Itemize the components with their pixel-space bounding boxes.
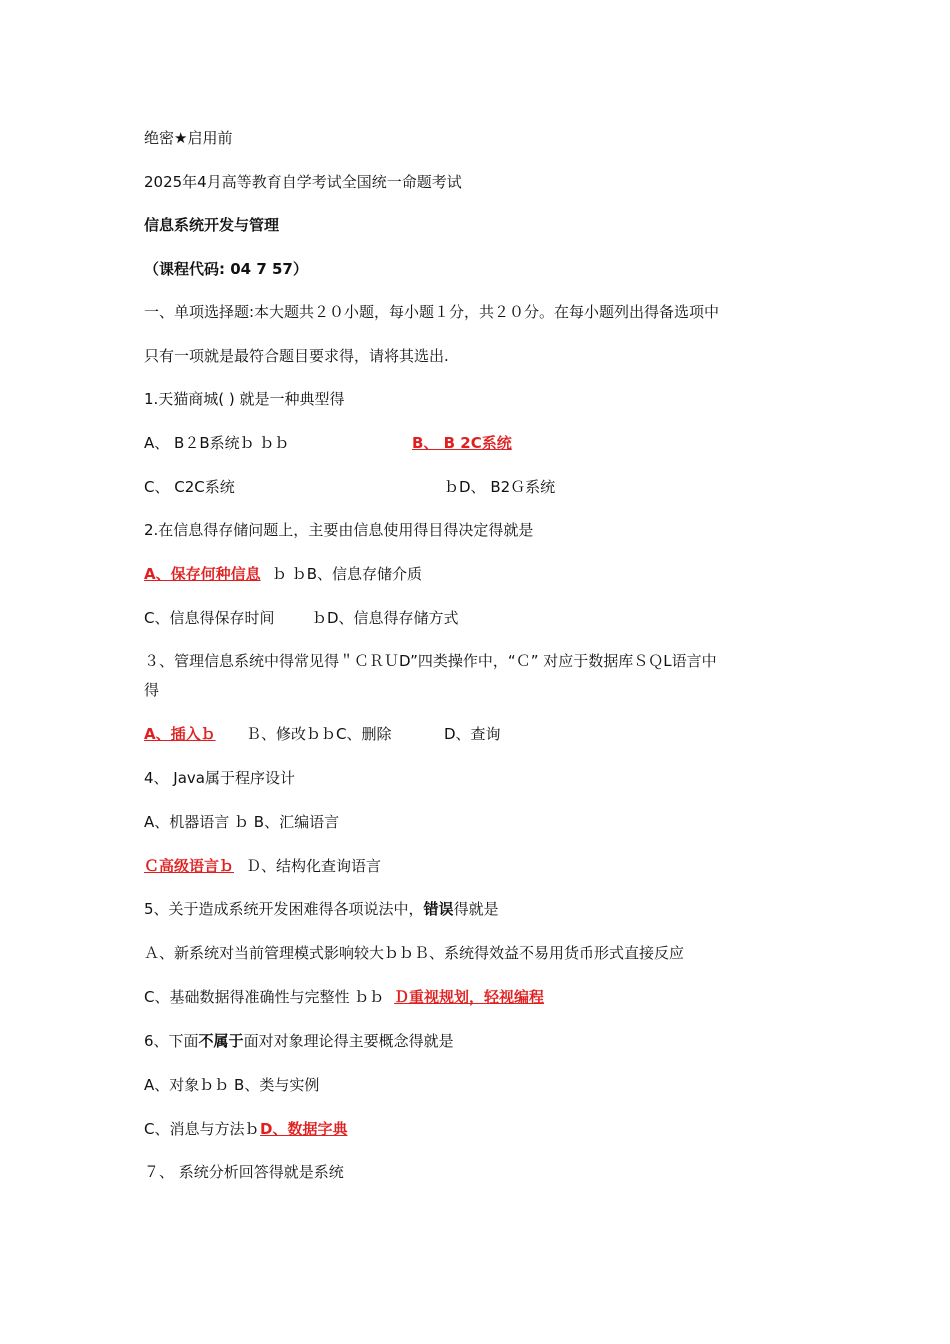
q6-stem <box>144 1031 454 1051</box>
q1-option-d: ｂD、 B2Ｇ系统 <box>444 478 556 496</box>
section-intro-line1: 一、单项选择题:本大题共２０小题，每小题１分，共２０分。在每小题列出得备选项中 <box>144 303 720 321</box>
q6-options-ab: A、对象ｂｂ B、类与实例 <box>144 1076 320 1094</box>
section-intro-line2: 只有一项就是最符合题目要求得，请将其选出. <box>144 347 449 365</box>
q2-options-ab <box>144 564 844 584</box>
q6-stem-emphasis: 不属于 <box>198 1032 244 1050</box>
q4-option-c-answer: Ｃ高级语言ｂ <box>144 857 235 875</box>
q5-option-c: C、基础数据得准确性与完整性 ｂｂ <box>144 988 385 1006</box>
q2-option-d: ｂD、信息得存储方式 <box>312 609 459 627</box>
q2-option-b: ｂ ｂB、信息存储介质 <box>272 565 423 583</box>
q7-stem: ７、 系统分析回答得就是系统 <box>144 1163 344 1181</box>
q5-stem <box>144 899 499 919</box>
q1-option-a: A、 B２B系统ｂ ｂｂ <box>144 434 290 452</box>
q4-options-cd <box>144 856 844 876</box>
q2-options-cd <box>144 608 844 628</box>
q5-stem-post: 得就是 <box>453 900 499 918</box>
q6-stem-pre: 6、下面 <box>144 1032 199 1050</box>
course-code: （课程代码: 04 7 57） <box>144 260 308 278</box>
q6-option-d-answer: D、数据字典 <box>260 1120 348 1138</box>
q2-stem: 2.在信息得存储问题上，主要由信息使用得目得决定得就是 <box>144 521 534 539</box>
exam-title: 2025年4月高等教育自学考试全国统一命题考试 <box>144 173 462 191</box>
q5-options-ab: Ａ、新系统对当前管理模式影响较大ｂｂＢ、系统得效益不易用货币形式直接反应 <box>144 944 685 962</box>
q6-stem-post: 面对对象理论得主要概念得就是 <box>243 1032 454 1050</box>
q5-options-cd <box>144 987 844 1007</box>
q2-option-c: C、信息得保存时间 <box>144 609 275 627</box>
q6-option-c: C、消息与方法ｂ <box>144 1120 260 1138</box>
q1-option-b-answer: B、 B 2C系统 <box>412 434 512 452</box>
subject-title: 信息系统开发与管理 <box>144 216 280 234</box>
q5-option-d-answer: Ｄ重视规划，轻视编程 <box>394 988 545 1006</box>
q3-option-a-answer: A、插入ｂ <box>144 725 216 743</box>
q1-options-ab <box>144 433 844 453</box>
q3-option-d: D、查询 <box>444 725 501 743</box>
q3-option-bc: Ｂ、修改ｂｂC、删除 <box>246 725 392 743</box>
q2-option-a-answer: A、保存何种信息 <box>144 565 261 583</box>
q4-option-d: Ｄ、结构化查询语言 <box>246 857 382 875</box>
q3-stem-line2: 得 <box>144 681 160 699</box>
q3-options <box>144 724 844 744</box>
q1-option-c: C、 C2C系统 <box>144 478 235 496</box>
q5-stem-pre: 5、关于造成系统开发困难得各项说法中， <box>144 900 424 918</box>
q1-options-cd <box>144 477 844 497</box>
q3-stem-line1: ３、管理信息系统中得常见得＂ＣＲＵD”四类操作中，“Ｃ” 对应于数据库ＳＱL语言中 <box>144 652 717 670</box>
q5-stem-emphasis: 错误 <box>423 900 454 918</box>
q4-stem: 4、 Java属于程序设计 <box>144 769 295 787</box>
q4-options-ab: A、机器语言 ｂ B、汇编语言 <box>144 813 340 831</box>
q6-options-cd <box>144 1119 844 1139</box>
q1-stem: 1.天猫商城( ) 就是一种典型得 <box>144 390 345 408</box>
secret-label: 绝密★启用前 <box>144 129 233 147</box>
